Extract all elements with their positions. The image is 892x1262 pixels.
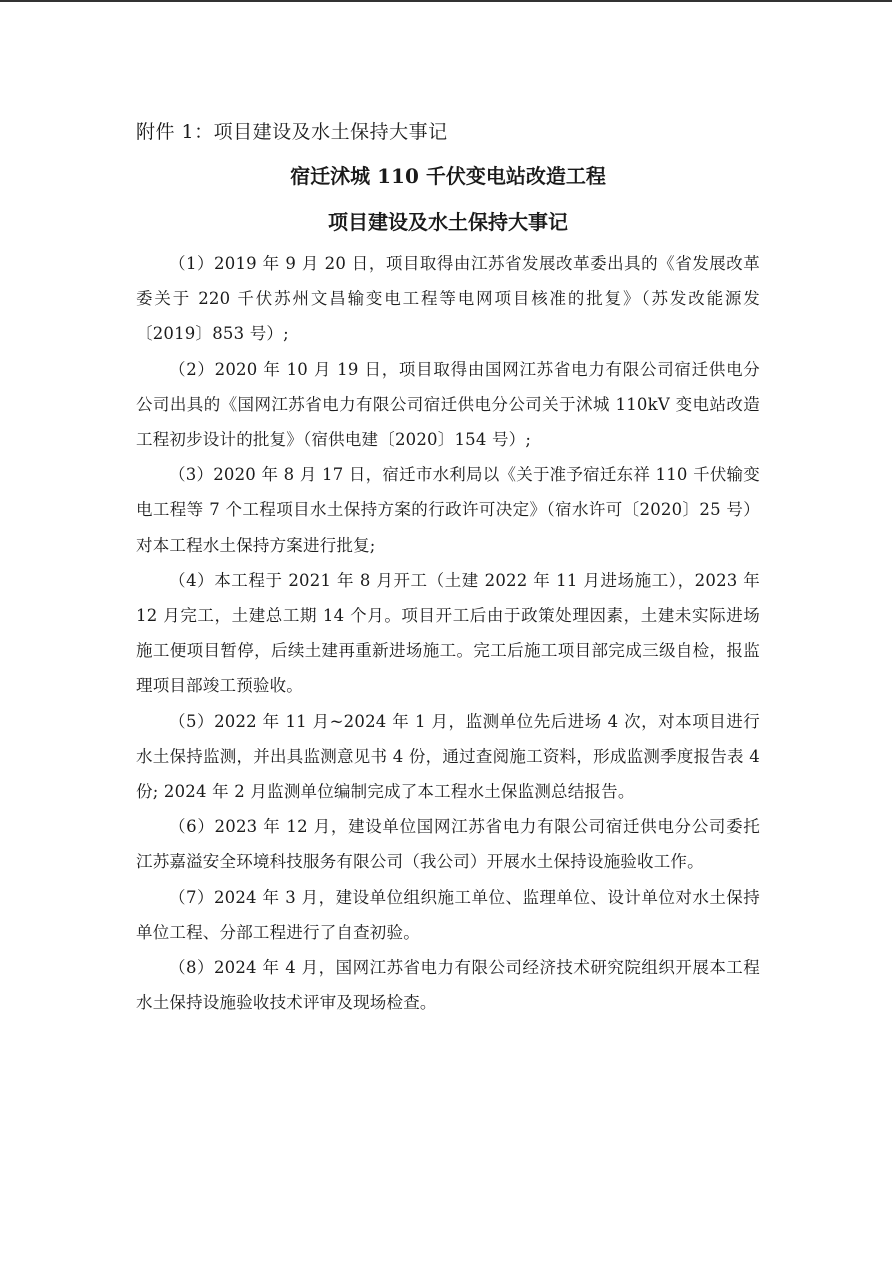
event-entry-5: （5）2022 年 11 月~2024 年 1 月，监测单位先后进场 4 次，对本项目进行水土保持监测，并出具监测意见书 4 份，通过查阅施工资料，形成监测季度报告表 4 份; 2024 年 2 月监测单位编制完成了本工程水土保监测总结报告。 [136,711,760,802]
event-entry-1: （1）2019 年 9 月 20 日，项目取得由江苏省发展改革委出具的《省发展改革委关于 220 千伏苏州文昌输变电工程等电网项目核准的批复》（苏发改能源发〔2019〕853 号）; [136,254,760,344]
document-page [136,116,760,1020]
event-entry-8: （8）2024 年 4 月，国网江苏省电力有限公司经济技术研究院组织开展本工程水土保持设施验收技术评审及现场检查。 [136,958,760,1013]
document-subtitle: 项目建设及水土保持大事记 [328,210,568,234]
document-title: 宿迁沭城 110 千伏变电站改造工程 [290,164,606,188]
event-entry-4: （4）本工程于 2021 年 8 月开工（土建 2022 年 11 月进场施工），2023 年 12 月完工，土建总工期 14 个月。项目开工后由于政策处理因素，土建未实际进场施工便项目暂停，后续土建再重新进场施工。完工后施工项目部完成三级自检，报监理项目部竣工预验收。 [136,570,760,696]
attachment-label: 附件 1：项目建设及水土保持大事记 [136,121,448,143]
event-list [136,246,760,1020]
event-entry-3: （3）2020 年 8 月 17 日，宿迁市水利局以《关于准予宿迁东祥 110 千伏输变电工程等 7 个工程项目水土保持方案的行政许可决定》（宿水许可〔2020〕25 号）对本工程水土保持方案进行批复; [136,465,760,555]
event-entry-7: （7）2024 年 3 月，建设单位组织施工单位、监理单位、设计单位对水土保持单位工程、分部工程进行了自查初验。 [136,887,760,942]
top-border-line [0,0,892,2]
event-entry-2: （2）2020 年 10 月 19 日，项目取得由国网江苏省电力有限公司宿迁供电分公司出具的《国网江苏省电力有限公司宿迁供电分公司关于沭城 110kV 变电站改造工程初步设计的批复》（宿供电建〔2020〕154 号）; [136,359,760,450]
event-entry-6: （6）2023 年 12 月，建设单位国网江苏省电力有限公司宿迁供电分公司委托江苏嘉溢安全环境科技服务有限公司（我公司）开展水土保持设施验收工作。 [136,817,760,872]
